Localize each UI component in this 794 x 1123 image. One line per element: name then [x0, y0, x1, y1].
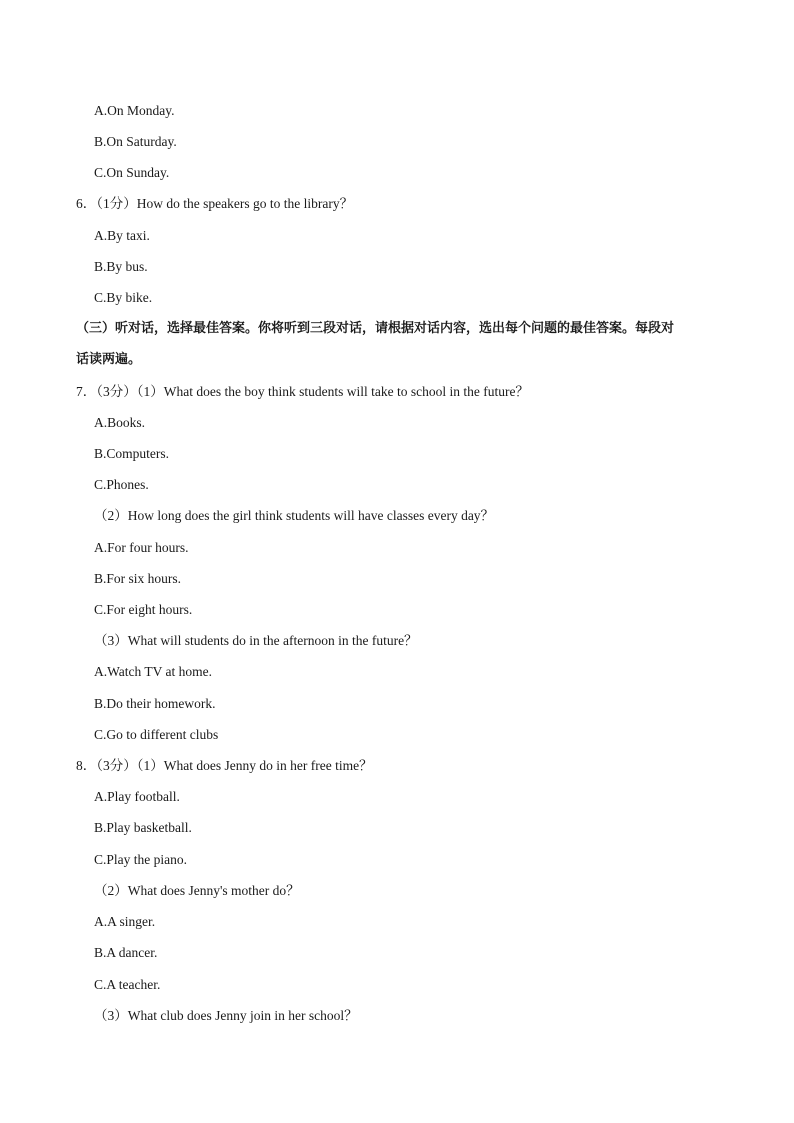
option-c: C.By bike. [94, 290, 153, 305]
option-c: C.A teacher. [94, 977, 161, 992]
option-c: C.Phones. [94, 477, 149, 492]
option-b: B.Do their homework. [94, 696, 216, 711]
option-b: B.By bus. [94, 259, 148, 274]
option-c: C.Go to different clubs [94, 727, 219, 742]
option-b: B.On Saturday. [94, 134, 177, 149]
sub-question-3: （3）What club does Jenny join in her school？ [94, 1008, 358, 1023]
option-a: A.Watch TV at home. [94, 664, 213, 679]
option-a: A.For four hours. [94, 540, 189, 555]
sub-question-3: （3）What will students do in the afternoon in the future？ [94, 633, 418, 648]
option-b: B.For six hours. [94, 571, 182, 586]
option-b: B.Play basketball. [94, 820, 192, 835]
option-a: A.A singer. [94, 914, 156, 929]
option-a: A.Play football. [94, 789, 180, 804]
section-heading: （三）听对话，选择最佳答案。你将听到三段对话，请根据对话内容，选出每个问题的最佳答案。每段对 [76, 321, 675, 336]
option-c: C.For eight hours. [94, 602, 193, 617]
option-a: A.By taxi. [94, 228, 150, 243]
sub-question-2: （2）How long does the girl think students will have classes every day？ [94, 508, 495, 523]
option-a: A.Books. [94, 415, 146, 430]
option-b: B.A dancer. [94, 945, 158, 960]
option-b: B.Computers. [94, 446, 170, 461]
section-heading-cont: 话读两遍。 [76, 352, 142, 367]
option-c: C.On Sunday. [94, 165, 170, 180]
option-c: C.Play the piano. [94, 852, 187, 867]
question-6: 6．（1分）How do the speakers go to the library？ [76, 196, 354, 211]
question-8: 8．（3分）（1）What does Jenny do in her free time？ [76, 758, 373, 773]
option-a: A.On Monday. [94, 103, 175, 118]
sub-question-2: （2）What does Jenny's mother do？ [94, 883, 300, 898]
question-7: 7．（3分）（1）What does the boy think students will take to school in the future？ [76, 384, 529, 399]
